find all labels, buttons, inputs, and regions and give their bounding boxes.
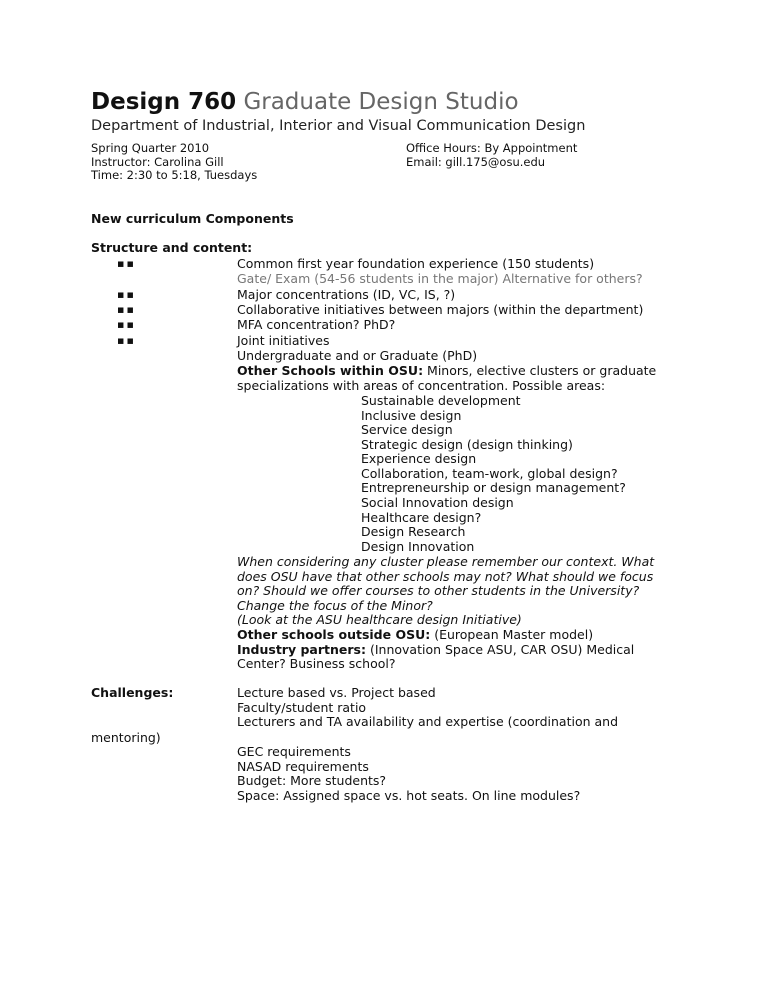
area-item: Strategic design (design thinking) bbox=[361, 437, 573, 452]
outside-schools-text: (European Master model) bbox=[430, 627, 594, 642]
area-item: Design Research bbox=[361, 524, 466, 539]
department-name: Department of Industrial, Interior and Visual Communication Design bbox=[91, 118, 586, 134]
bullet-icon: ▪▪ bbox=[117, 334, 136, 347]
challenge-item: GEC requirements bbox=[237, 744, 351, 759]
list-item: MFA concentration? PhD? bbox=[237, 317, 396, 332]
industry-line-2: Center? Business school? bbox=[237, 656, 396, 671]
other-schools-line bbox=[237, 364, 656, 379]
office-hours: Office Hours: By Appointment bbox=[406, 141, 578, 155]
list-item: Gate/ Exam (54-56 students in the major) Alternative for others? bbox=[237, 271, 643, 286]
challenges-heading: Challenges: bbox=[91, 685, 174, 700]
challenge-item: Budget: More students? bbox=[237, 773, 387, 788]
list-item: Common first year foundation experience (150 students) bbox=[237, 256, 595, 271]
note-line: on? Should we offer courses to other students in the University? bbox=[237, 583, 640, 598]
area-item: Service design bbox=[361, 422, 453, 437]
area-item: Social Innovation design bbox=[361, 495, 514, 510]
instructor: Instructor: Carolina Gill bbox=[91, 155, 224, 169]
challenge-item: Lecturers and TA availability and expertise (coordination and bbox=[237, 714, 618, 729]
bullet-icon: ▪▪ bbox=[117, 303, 136, 316]
area-item: Sustainable development bbox=[361, 393, 521, 408]
course-code: Design 760 bbox=[91, 89, 237, 115]
note-line: (Look at the ASU healthcare design Initiative) bbox=[237, 612, 522, 627]
bullet-icon: ▪▪ bbox=[117, 288, 136, 301]
bullet-icon: ▪▪ bbox=[117, 257, 136, 270]
challenge-item: Lecture based vs. Project based bbox=[237, 685, 436, 700]
section-heading: New curriculum Components bbox=[91, 211, 294, 226]
area-item: Design Innovation bbox=[361, 539, 475, 554]
outside-schools-line bbox=[237, 628, 593, 643]
industry-text: (Innovation Space ASU, CAR OSU) Medical bbox=[365, 642, 635, 657]
note-line: When considering any cluster please remember our context. What bbox=[237, 554, 655, 569]
area-item: Healthcare design? bbox=[361, 510, 482, 525]
area-item: Entrepreneurship or design management? bbox=[361, 480, 626, 495]
area-item: Inclusive design bbox=[361, 408, 462, 423]
list-item: Major concentrations (ID, VC, IS, ?) bbox=[237, 287, 456, 302]
list-item: Joint initiatives bbox=[237, 333, 330, 348]
document-title bbox=[91, 88, 519, 116]
note-line: does OSU have that other schools may not? What should we focus bbox=[237, 569, 654, 584]
other-schools-text: Minors, elective clusters or graduate bbox=[423, 363, 657, 378]
class-time: Time: 2:30 to 5:18, Tuesdays bbox=[91, 168, 258, 182]
challenge-item: Space: Assigned space vs. hot seats. On line modules? bbox=[237, 788, 581, 803]
bullet-icon: ▪▪ bbox=[117, 318, 136, 331]
challenge-item-wrap: mentoring) bbox=[91, 730, 161, 745]
area-item: Collaboration, team-work, global design? bbox=[361, 466, 618, 481]
quarter: Spring Quarter 2010 bbox=[91, 141, 210, 155]
challenge-item: Faculty/student ratio bbox=[237, 700, 367, 715]
list-item: Undergraduate and or Graduate (PhD) bbox=[237, 348, 478, 363]
challenge-item: NASAD requirements bbox=[237, 759, 369, 774]
list-item: Collaborative initiatives between majors (within the department) bbox=[237, 302, 644, 317]
other-schools-label: Other Schools within OSU: bbox=[237, 363, 424, 378]
course-name: Graduate Design Studio bbox=[243, 89, 519, 115]
email: Email: gill.175@osu.edu bbox=[406, 155, 546, 169]
outside-schools-label: Other schools outside OSU: bbox=[237, 627, 431, 642]
structure-heading: Structure and content: bbox=[91, 240, 253, 255]
note-line: Change the focus of the Minor? bbox=[237, 598, 433, 613]
area-item: Experience design bbox=[361, 451, 477, 466]
other-schools-line-2: specializations with areas of concentration. Possible areas: bbox=[237, 378, 606, 393]
industry-label: Industry partners: bbox=[237, 642, 366, 657]
